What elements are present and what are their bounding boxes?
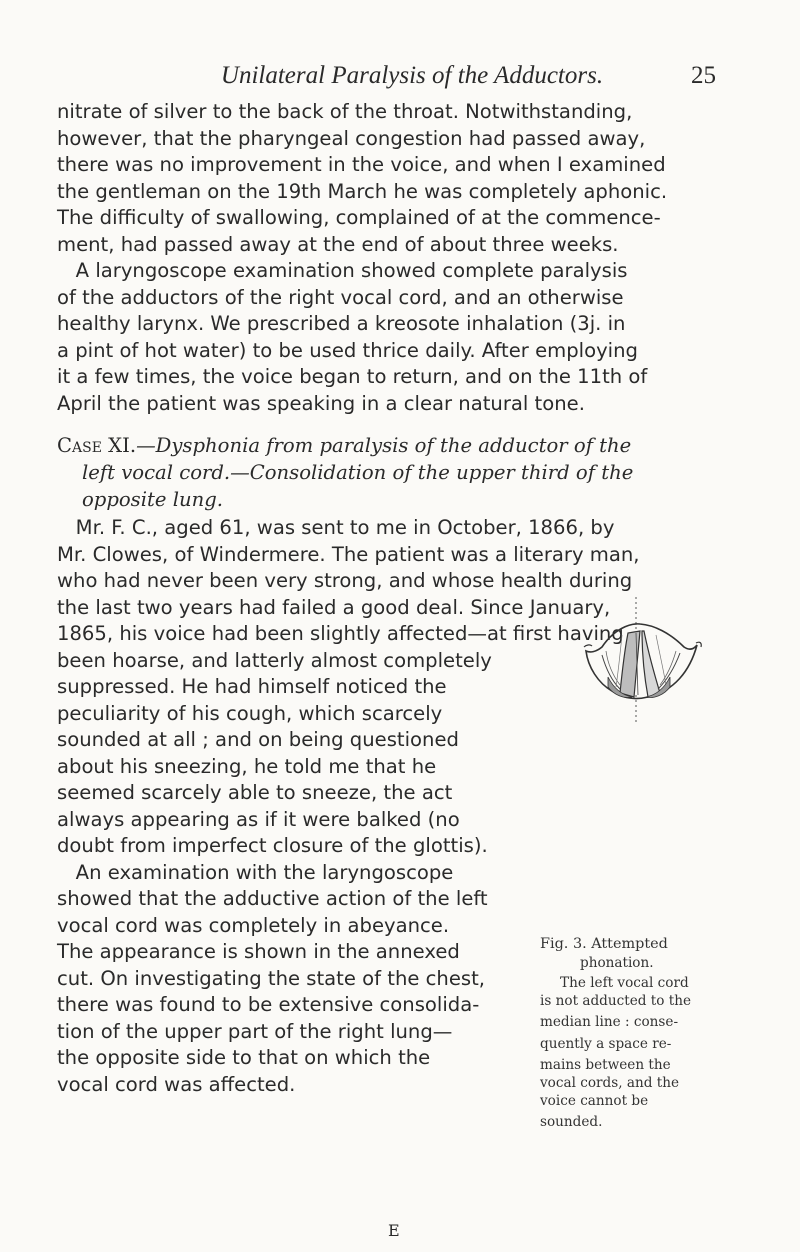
body-line: April the patient was speaking in a clear natural tone.	[57, 391, 585, 415]
case-title-line2: left vocal cord.—Consolidation of the upper third of the	[82, 461, 634, 484]
figure-caption-line: median line : conse-	[540, 1014, 679, 1030]
case-title-line3: opposite lung.	[82, 488, 223, 511]
case-label: Case XI.	[57, 434, 137, 457]
case-line: seemed scarcely able to sneeze, the act	[57, 781, 453, 804]
case-line: tion of the upper part of the right lung—	[57, 1019, 453, 1043]
running-title: Unilateral Paralysis of the Adductors.	[220, 62, 604, 89]
body-line: it a few times, the voice began to return, and on the 11th of	[57, 365, 648, 388]
figure-caption-title: Fig. 3. Attempted	[540, 936, 668, 952]
case-line: doubt from imperfect closure of the glottis).	[57, 834, 488, 857]
body-line: nitrate of silver to the back of the throat. Notwithstanding,	[57, 100, 633, 123]
figure-caption-line: quently a space re-	[540, 1036, 672, 1052]
body-line: ment, had passed away at the end of about three weeks.	[57, 232, 619, 256]
body-line: there was no improvement in the voice, and when I examined	[57, 153, 666, 176]
case-line: Mr. F. C., aged 61, was sent to me in October, 1866, by	[57, 516, 615, 539]
case-title-line1: —Dysphonia from paralysis of the adductor of the	[136, 434, 632, 457]
case-heading	[57, 433, 631, 459]
case-line: vocal cord was completely in abeyance.	[57, 913, 450, 937]
figure-caption-line: phonation.	[580, 955, 654, 971]
case-line: about his sneezing, he told me that he	[57, 754, 437, 778]
body-line: a pint of hot water) to be used thrice daily. After employing	[57, 338, 638, 362]
case-line: always appearing as if it were balked (no	[57, 807, 460, 831]
body-line: A laryngoscope examination showed complete paralysis	[57, 259, 628, 282]
larynx-figure	[562, 595, 714, 725]
figure-caption-line: The left vocal cord	[560, 975, 689, 991]
body-line: healthy larynx. We prescribed a kreosote inhalation (3j. in	[57, 312, 626, 335]
case-line: sounded at all ; and on being questioned	[57, 728, 459, 751]
body-line: The difficulty of swallowing, complained of at the commence-	[57, 206, 661, 229]
case-line: the last two years had failed a good deal. Since January,	[57, 595, 611, 619]
case-line: suppressed. He had himself noticed the	[57, 675, 447, 698]
figure-caption-line: voice cannot be	[540, 1093, 649, 1109]
case-line: there was found to be extensive consolida-	[57, 993, 480, 1016]
page-number: 25	[691, 62, 716, 89]
case-line: 1865, his voice had been slightly affected—at first having	[57, 622, 624, 645]
signature-mark: E	[388, 1221, 400, 1240]
case-line: An examination with the laryngoscope	[57, 860, 454, 884]
case-line: the opposite side to that on which the	[57, 1046, 431, 1069]
case-line: The appearance is shown in the annexed	[57, 940, 460, 963]
case-line: who had never been very strong, and whose health during	[57, 569, 633, 592]
body-line: of the adductors of the right vocal cord, and an otherwise	[57, 285, 624, 309]
case-line: Mr. Clowes, of Windermere. The patient was a literary man,	[57, 542, 640, 566]
figure-caption-line: sounded.	[540, 1114, 603, 1130]
case-line: peculiarity of his cough, which scarcely	[57, 701, 443, 725]
case-line: been hoarse, and latterly almost completely	[57, 648, 492, 672]
case-line: vocal cord was affected.	[57, 1072, 296, 1096]
figure-caption-line: vocal cords, and the	[540, 1075, 680, 1091]
case-line: cut. On investigating the state of the chest,	[57, 966, 486, 990]
body-line: however, that the pharyngeal congestion had passed away,	[57, 126, 646, 150]
case-line: showed that the adductive action of the left	[57, 887, 488, 910]
figure-caption-line: mains between the	[540, 1057, 671, 1073]
figure-caption-line: is not adducted to the	[540, 993, 692, 1009]
body-line: the gentleman on the 19th March he was completely aphonic.	[57, 179, 668, 203]
